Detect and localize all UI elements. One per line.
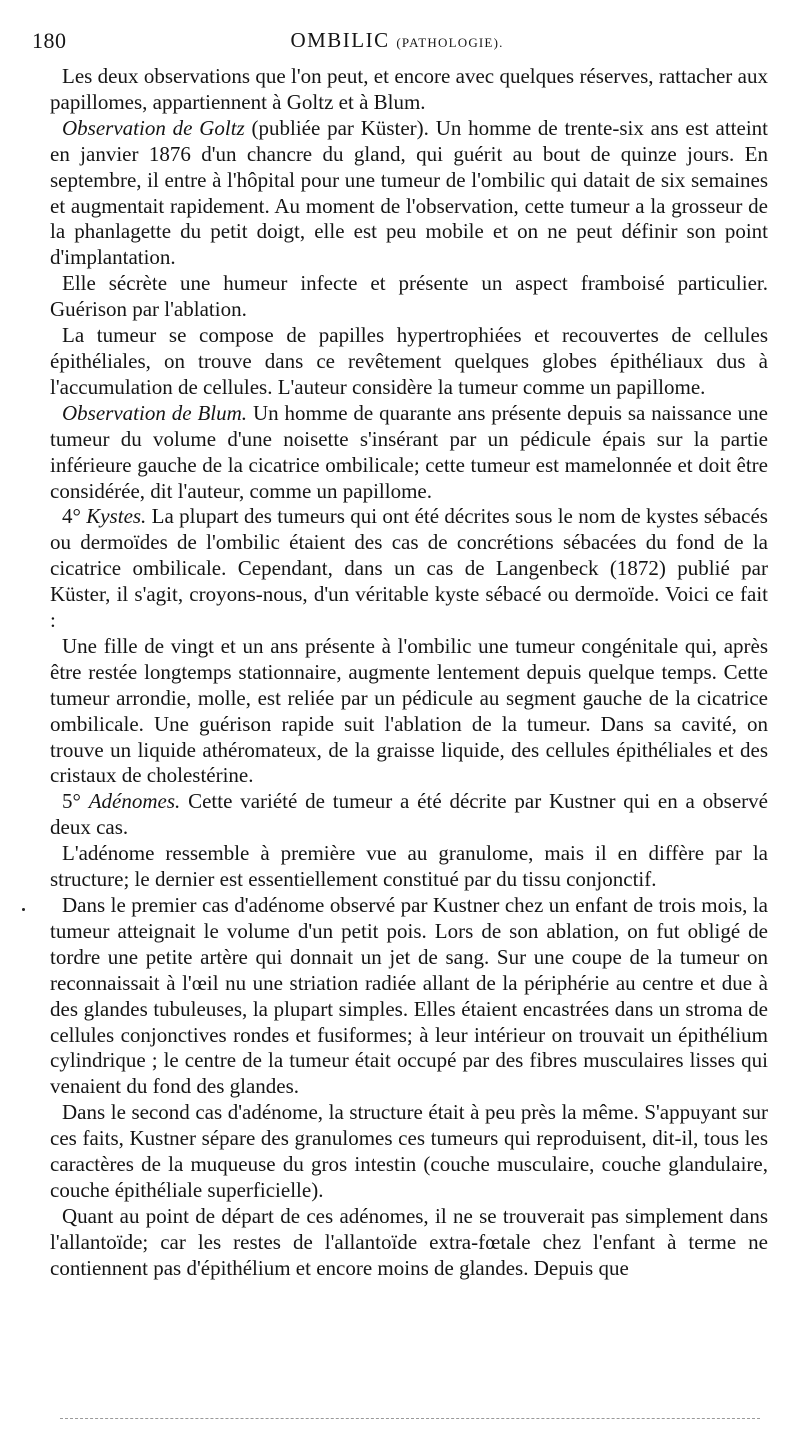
text-run: 5° <box>62 789 89 814</box>
paragraph <box>50 323 768 401</box>
running-subtitle: (PATHOLOGIE). <box>396 35 504 50</box>
text-run: La tumeur se compose de papilles hypertrophiées et recouvertes de cellules épithéliales, on trouve dans ce revêtement quelques globes épithéliaux dus à l'accumulation de cellules. L'auteur considère la tumeur comme un papillome. <box>50 323 768 399</box>
text-run: (publiée par Küster). Un homme de trente-six ans est atteint en janvier 1876 d'un chancre du gland, qui guérit au bout de quinze jours. En septembre, il entre à l'hôpital pour une tumeur de l'ombilic qui datait de six semaines et augmentait rapidement. Au moment de l'observation, cette tumeur a la grosseur de la phanlagette du petit doigt, elle est peu mobile et on ne peut définir son point d'implantation. <box>50 115 768 270</box>
paragraph <box>50 1100 768 1204</box>
page-number: 180 <box>32 28 67 53</box>
running-head <box>32 28 762 53</box>
text-run: Une fille de vingt et un ans présente à l'ombilic une tumeur congénitale qui, après être restée longtemps stationnaire, augmente lentement depuis quelque temps. Cette tumeur arrondie, molle, est reliée par un pédicule au segment gauche de la cicatrice ombilicale. Une guérison rapide suit l'ablation de la tumeur. Dans sa cavité, on trouve un liquide athéromateux, de la graisse liquide, des cellules épithéliales et des cristaux de cholestérine. <box>50 633 768 788</box>
text-run: Dans le second cas d'adénome, la structure était à peu près la même. S'appuyant sur ces faits, Kustner sépare des granulomes ces tumeurs qui reproduisent, dit-il, tous les caractères de la muqueuse du gros intestin (couche musculaire, couche glandulaire, couche épithéliale superficielle). <box>50 1100 768 1202</box>
paragraph <box>50 401 768 505</box>
paragraph <box>50 841 768 893</box>
running-title: OMBILIC <box>290 28 390 52</box>
body-text <box>50 64 768 1282</box>
text-run: Un homme de quarante ans présente depuis sa naissance une tumeur du volume d'une noisette s'insérant par un pédicule épais sur la partie inférieure gauche de la cicatrice ombilicale; cette tumeur est mamelonnée et doit être considérée, dit l'auteur, comme un papillome. <box>50 400 768 503</box>
italic-heading: Kystes. <box>86 504 147 529</box>
paragraph <box>50 116 768 271</box>
text-run: Les deux observations que l'on peut, et encore avec quelques réserves, rattacher aux papillomes, appartiennent à Goltz et à Blum. <box>50 64 768 114</box>
page-header <box>32 28 762 54</box>
footer-rule <box>60 1418 760 1419</box>
text-run: Elle sécrète une humeur infecte et présente un aspect framboisé particulier. Guérison par l'ablation. <box>50 271 768 322</box>
paragraph <box>50 271 768 323</box>
text-run: Dans le premier cas d'adénome observé par Kustner chez un enfant de trois mois, la tumeur atteignait le volume d'un petit pois. Lors de son ablation, on fut obligé de tordre une petite artère qui donnait un jet de sang. Sur une coupe de la tumeur on reconnaissait à l'œil nu une striation radiée allant de la périphérie au centre et due à des glandes tubuleuses, la plupart simples. Elles étaient encastrées dans un stroma de cellules conjonctives rondes et fusiformes; à leur intérieur on trouvait un épithélium cylindrique ; le centre de la tumeur était occupé par des fibres musculaires lisses qui venaient du fond des glandes. <box>50 893 768 1099</box>
paragraph <box>50 504 768 634</box>
text-run: L'adénome ressemble à première vue au granulome, mais il en diffère par la structure; le dernier est essentiellement constitué par du tissu conjonctif. <box>50 841 768 892</box>
text-run: La plupart des tumeurs qui ont été décrites sous le nom de kystes sébacés ou dermoïdes de l'ombilic étaient des cas de concrétions sébacées du fond de la cicatrice ombilicale. Cependant, dans un cas de Langenbeck (1872) publié par Küster, il s'agit, croyons-nous, d'un véritable kyste sébacé ou dermoïde. Voici ce fait : <box>50 504 768 633</box>
text-run: Quant au point de départ de ces adénomes, il ne se trouverait pas simplement dans l'allantoïde; car les restes de l'allantoïde extra-fœtale chez l'enfant à terme ne contiennent pas d'épithélium et encore moins de glandes. Depuis que <box>50 1203 768 1280</box>
italic-heading: Observation de Goltz <box>62 115 245 140</box>
paragraph <box>50 789 768 841</box>
paragraph <box>50 1204 768 1282</box>
text-run: 4° <box>62 504 87 529</box>
paragraph <box>50 634 768 789</box>
text-run: Cette variété de tumeur a été décrite par Kustner qui en a observé deux cas. <box>50 789 768 840</box>
italic-heading: Observation de Blum. <box>62 400 248 425</box>
paragraph <box>50 893 768 1100</box>
paragraph <box>50 64 768 116</box>
margin-mark <box>22 908 25 911</box>
italic-heading: Adénomes. <box>88 789 181 814</box>
